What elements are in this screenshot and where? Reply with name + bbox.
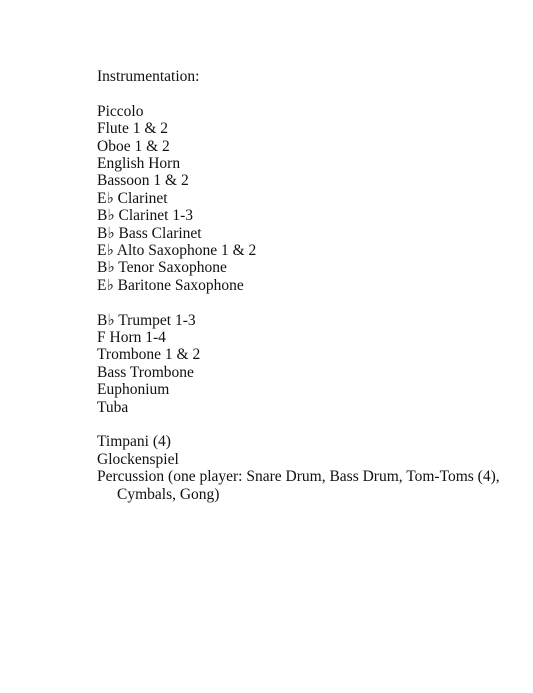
list-item: Glockenspiel [97, 450, 179, 468]
list-item: Euphonium [97, 381, 170, 399]
list-item: Flute 1 & 2 [97, 120, 169, 138]
list-item: Oboe 1 & 2 [97, 137, 170, 155]
list-item: Timpani (4) [97, 433, 171, 451]
list-item: Trombone 1 & 2 [97, 346, 201, 364]
brass-group [97, 312, 507, 416]
list-item: Tuba [97, 398, 129, 416]
list-item: B♭ Bass Clarinet [97, 224, 202, 242]
list-item: B♭ Tenor Saxophone [97, 259, 227, 277]
list-item: Percussion (one player: Snare Drum, Bass Drum, Tom-Toms (4), Cymbals, Gong) [97, 468, 500, 503]
list-item: Piccolo [97, 102, 144, 120]
list-item: Bassoon 1 & 2 [97, 172, 189, 190]
list-item: E♭ Baritone Saxophone [97, 276, 244, 294]
woodwinds-group [97, 103, 507, 294]
list-item: E♭ Clarinet [97, 189, 168, 207]
list-item: B♭ Trumpet 1-3 [97, 311, 196, 329]
page-heading: Instrumentation: [97, 68, 200, 85]
list-item: English Horn [97, 155, 181, 173]
list-item: Bass Trombone [97, 363, 194, 381]
list-item: F Horn 1-4 [97, 329, 166, 347]
list-item: E♭ Alto Saxophone 1 & 2 [97, 242, 257, 260]
instrumentation-list [97, 68, 507, 503]
list-item: B♭ Clarinet 1-3 [97, 207, 193, 225]
percussion-group [97, 433, 507, 503]
